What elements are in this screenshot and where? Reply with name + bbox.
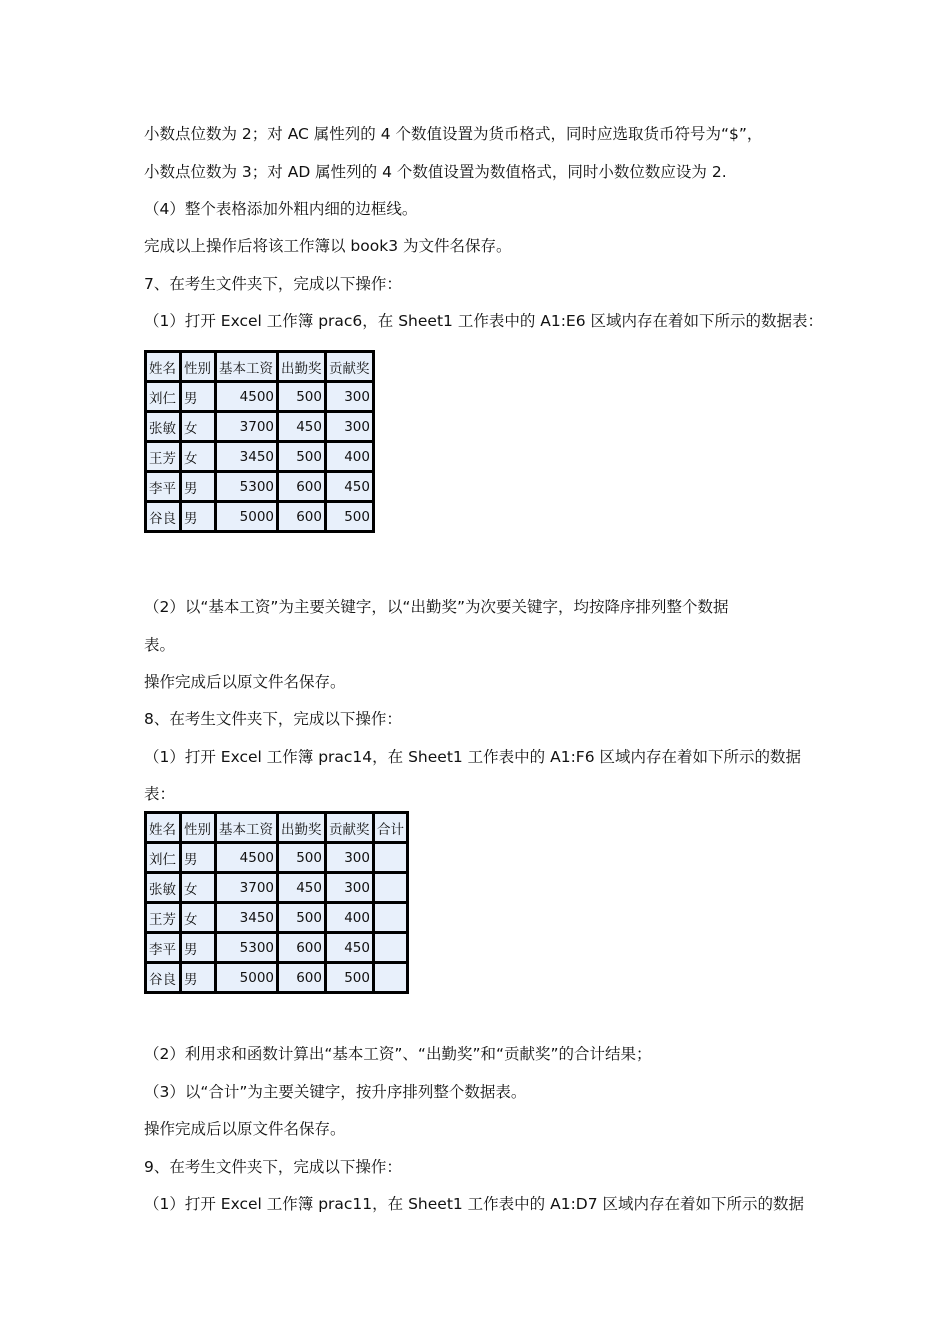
paragraph-open-prac11: （1）打开 Excel 工作簿 prac11，在 Sheet1 工作表中的 A1:D7 区域内存在着如下所示的数据	[144, 1195, 805, 1213]
table-cell: 600	[279, 473, 324, 500]
table-cell: 男	[182, 844, 214, 871]
table-cell: 400	[327, 443, 372, 470]
table-cell: 300	[327, 874, 372, 901]
header-cell: 贡献奖	[327, 353, 372, 380]
table-cell: 500	[279, 443, 324, 470]
table-cell-sum	[375, 874, 406, 901]
table-cell: 李平	[147, 473, 179, 500]
heading-task-7: 7、在考生文件夹下，完成以下操作：	[144, 275, 402, 293]
header-cell: 贡献奖	[327, 814, 372, 841]
header-cell: 姓名	[147, 814, 179, 841]
table-cell: 男	[182, 934, 214, 961]
table-cell: 男	[182, 383, 214, 410]
table-cell: 王芳	[147, 443, 179, 470]
table-cell: 3700	[217, 874, 276, 901]
table-cell: 400	[327, 904, 372, 931]
heading-task-9: 9、在考生文件夹下，完成以下操作：	[144, 1158, 402, 1176]
table-cell: 王芳	[147, 904, 179, 931]
paragraph-sort-asc: （3）以“合计”为主要关键字，按升序排列整个数据表。	[144, 1083, 527, 1101]
paragraph-open-prac6: （1）打开 Excel 工作簿 prac6，在 Sheet1 工作表中的 A1:E6 区域内存在着如下所示的数据表：	[144, 312, 824, 330]
paragraph-sum-function: （2）利用求和函数计算出“基本工资”、“出勤奖”和“贡献奖”的合计结果；	[144, 1045, 652, 1063]
header-cell: 性别	[182, 353, 214, 380]
table-cell: 450	[279, 874, 324, 901]
table-row	[147, 443, 372, 470]
table-row	[147, 874, 406, 901]
table-cell: 4500	[217, 844, 276, 871]
table-cell: 男	[182, 503, 214, 530]
table-cell: 女	[182, 413, 214, 440]
table-cell: 谷良	[147, 964, 179, 991]
table-row	[147, 383, 372, 410]
table-cell: 4500	[217, 383, 276, 410]
table-cell: 谷良	[147, 503, 179, 530]
table-cell: 5000	[217, 964, 276, 991]
table-cell: 女	[182, 904, 214, 931]
table-cell: 3700	[217, 413, 276, 440]
table-header-row	[147, 814, 406, 841]
table-cell: 450	[279, 413, 324, 440]
table-cell: 500	[279, 844, 324, 871]
table-row	[147, 503, 372, 530]
table-cell: 男	[182, 473, 214, 500]
table-cell-sum	[375, 964, 406, 991]
table-cell: 500	[279, 904, 324, 931]
header-cell: 出勤奖	[279, 353, 324, 380]
table-cell: 500	[327, 964, 372, 991]
paragraph-sort-desc: （2）以“基本工资”为主要关键字，以“出勤奖”为次要关键字，均按降序排列整个数据	[144, 598, 729, 616]
paragraph-border-step: （4）整个表格添加外粗内细的边框线。	[144, 200, 418, 218]
header-cell: 性别	[182, 814, 214, 841]
paragraph-open-prac14: （1）打开 Excel 工作簿 prac14，在 Sheet1 工作表中的 A1:F6 区域内存在着如下所示的数据	[144, 748, 802, 766]
table-cell: 5300	[217, 934, 276, 961]
table-cell: 女	[182, 874, 214, 901]
paragraph-currency-format: 小数点位数为 2；对 AC 属性列的 4 个数值设置为货币格式，同时应选取货币符号为“$”，	[144, 125, 763, 143]
data-table-prac14	[144, 811, 409, 994]
paragraph-open-prac14-cont: 表：	[144, 785, 176, 803]
table-cell: 5000	[217, 503, 276, 530]
header-cell: 姓名	[147, 353, 179, 380]
paragraph-save-original-2: 操作完成后以原文件名保存。	[144, 1120, 346, 1138]
table-cell: 张敏	[147, 413, 179, 440]
paragraph-save-book3: 完成以上操作后将该工作簿以 book3 为文件名保存。	[144, 237, 512, 255]
table-cell: 李平	[147, 934, 179, 961]
table-cell: 男	[182, 964, 214, 991]
table-cell: 600	[279, 503, 324, 530]
table-row	[147, 844, 406, 871]
table-row	[147, 473, 372, 500]
table-cell: 500	[327, 503, 372, 530]
table-cell-sum	[375, 904, 406, 931]
paragraph-sort-desc-cont: 表。	[144, 636, 176, 654]
table-cell-sum	[375, 934, 406, 961]
table-row	[147, 934, 406, 961]
table-cell: 300	[327, 413, 372, 440]
table-cell: 300	[327, 844, 372, 871]
table-cell: 600	[279, 964, 324, 991]
table-cell: 刘仁	[147, 844, 179, 871]
table-cell: 300	[327, 383, 372, 410]
table-row	[147, 964, 406, 991]
table-cell: 3450	[217, 904, 276, 931]
header-cell: 基本工资	[217, 814, 276, 841]
table-header-row	[147, 353, 372, 380]
table-cell: 600	[279, 934, 324, 961]
table-cell: 刘仁	[147, 383, 179, 410]
header-cell: 基本工资	[217, 353, 276, 380]
table-cell: 450	[327, 473, 372, 500]
data-table-prac6	[144, 350, 375, 533]
paragraph-save-original: 操作完成后以原文件名保存。	[144, 673, 346, 691]
table-cell: 3450	[217, 443, 276, 470]
table-row	[147, 413, 372, 440]
heading-task-8: 8、在考生文件夹下，完成以下操作：	[144, 710, 402, 728]
table-cell-sum	[375, 844, 406, 871]
table-cell: 5300	[217, 473, 276, 500]
table-cell: 女	[182, 443, 214, 470]
table-cell: 500	[279, 383, 324, 410]
paragraph-number-format: 小数点位数为 3；对 AD 属性列的 4 个数值设置为数值格式，同时小数位数应设为 2.	[144, 163, 727, 181]
header-cell: 合计	[375, 814, 406, 841]
table-cell: 张敏	[147, 874, 179, 901]
table-cell: 450	[327, 934, 372, 961]
table-row	[147, 904, 406, 931]
header-cell: 出勤奖	[279, 814, 324, 841]
